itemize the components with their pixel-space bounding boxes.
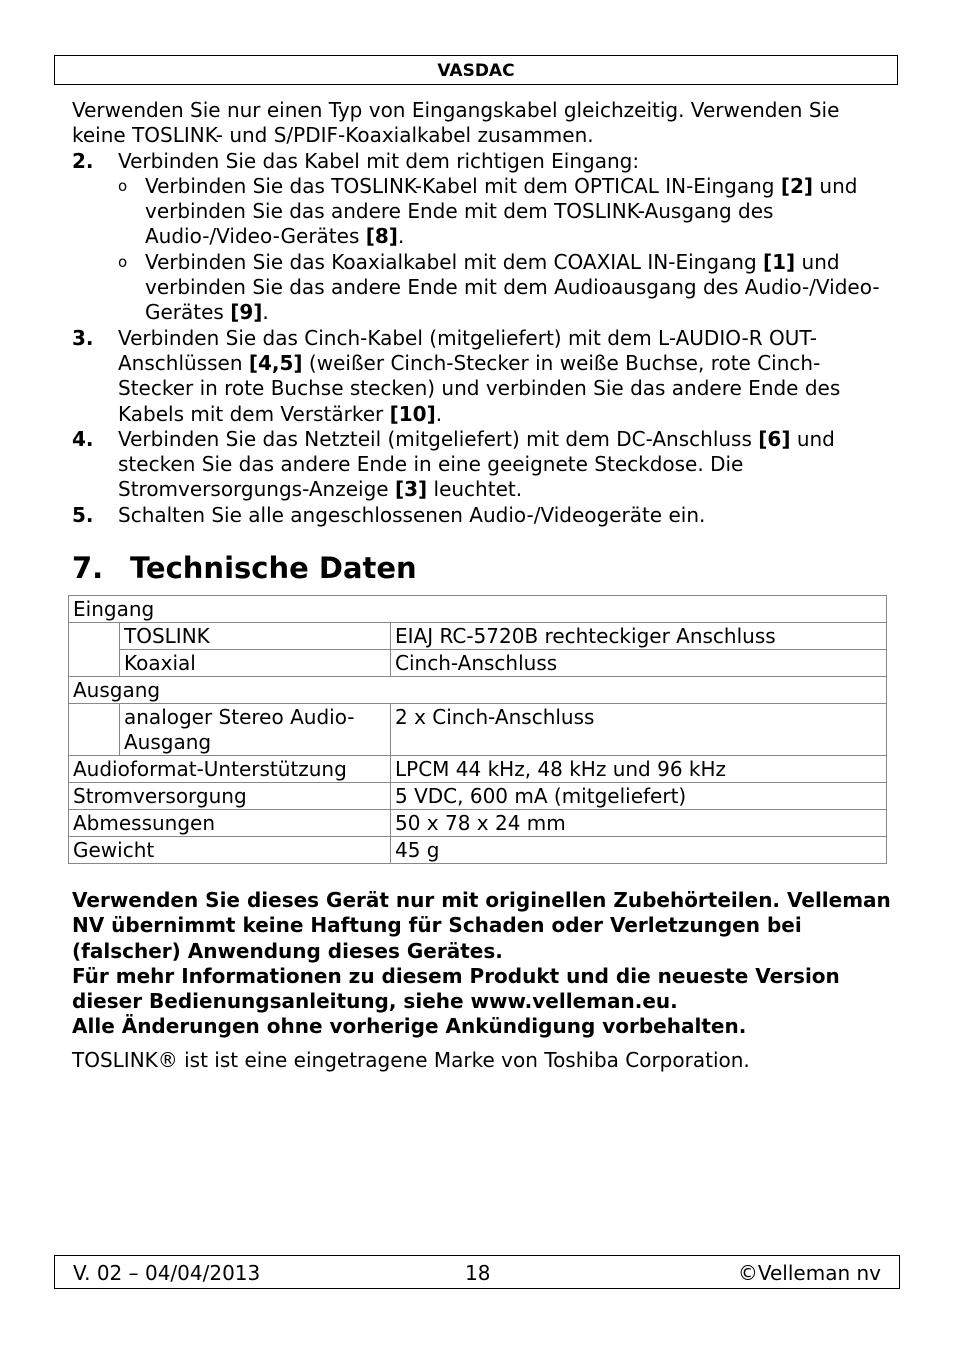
- spec-label: TOSLINK: [120, 623, 391, 650]
- spec-value: 2 x Cinch-Anschluss: [391, 704, 887, 756]
- spec-value: 5 VDC, 600 mA (mitgeliefert): [391, 783, 887, 810]
- step-text: Verbinden Sie das Netzteil (mitgeliefert) mit dem DC-Anschluss: [118, 426, 759, 451]
- table-row: [69, 810, 887, 837]
- table-row: [69, 677, 887, 704]
- step-text: und stecken Sie das andere Ende in eine geeignete Steckdose. Die Stromversorgungs-Anzeige: [118, 426, 835, 502]
- ref-number: [9]: [230, 300, 263, 325]
- step-text: Verbinden Sie das Cinch-Kabel (mitgeliefert) mit dem L-AUDIO-R OUT-Anschlüssen: [118, 325, 817, 375]
- trademark-note: TOSLINK® ist ist eine eingetragene Marke von Toshiba Corporation.: [72, 1048, 750, 1072]
- step-number: 4.: [72, 426, 94, 451]
- table-row: [69, 783, 887, 810]
- step-text: .: [435, 401, 443, 426]
- table-row: [69, 837, 887, 864]
- footer-version: V. 02 – 04/04/2013: [73, 1261, 261, 1285]
- step-number: 5.: [72, 502, 94, 527]
- step-text: Schalten Sie alle angeschlossenen Audio-/Videogeräte ein.: [118, 502, 706, 527]
- step-text: Verbinden Sie das Kabel mit dem richtigen Eingang:: [118, 148, 640, 173]
- step-2-sub-1: [72, 174, 890, 250]
- instructions: [72, 98, 890, 528]
- step-number: 3.: [72, 325, 94, 350]
- table-row: [69, 756, 887, 783]
- step-3: [72, 326, 890, 427]
- spec-label: Abmessungen: [69, 810, 391, 837]
- bullet-icon: o: [118, 176, 128, 195]
- intro-text: Verwenden Sie nur einen Typ von Eingangskabel gleichzeitig. Verwenden Sie keine TOSLINK- und S/PDIF-Koaxialkabel zusammen.: [72, 98, 840, 148]
- ref-number: [10]: [389, 401, 436, 426]
- sub-text: .: [397, 224, 405, 249]
- section-heading: [72, 548, 417, 588]
- notice-text: Für mehr Informationen zu diesem Produkt und die neueste Version dieser Bedienungsanleitung, siehe www.velleman.eu.: [72, 963, 840, 1014]
- spec-label: Audioformat-Unterstützung: [69, 756, 391, 783]
- spec-value: 45 g: [391, 837, 887, 864]
- ref-number: [2]: [780, 173, 814, 198]
- notice-block: [72, 888, 902, 1040]
- sub-text: und verbinden Sie das andere Ende mit dem TOSLINK-Ausgang des Audio-/Video-Gerätes: [145, 173, 858, 249]
- spec-label: analoger Stereo Audio-Ausgang: [120, 704, 391, 756]
- ref-number: [8]: [365, 224, 398, 249]
- page-number: 18: [465, 1261, 491, 1285]
- table-row: [69, 650, 887, 677]
- ref-number: [3]: [394, 477, 428, 502]
- table-row: [69, 623, 887, 650]
- step-text: leuchtet.: [427, 477, 523, 502]
- section-number: 7.: [72, 551, 104, 585]
- ref-number: [6]: [758, 426, 791, 451]
- spec-label: Koaxial: [120, 650, 391, 677]
- spec-value: LPCM 44 kHz, 48 kHz und 96 kHz: [391, 756, 887, 783]
- sub-text: Verbinden Sie das TOSLINK-Kabel mit dem OPTICAL IN-Eingang: [145, 173, 781, 198]
- step-5: [72, 503, 890, 528]
- notice-text: Verwenden Sie dieses Gerät nur mit originellen Zubehörteilen. Velleman NV übernimmt keine Haftung für Schaden oder Verletzungen bei (falscher) Anwendung dieses Gerätes.: [72, 888, 891, 963]
- spec-value: Cinch-Anschluss: [391, 650, 887, 677]
- indent-cell: [69, 704, 120, 756]
- spec-value: EIAJ RC-5720B rechteckiger Anschluss: [391, 623, 887, 650]
- ref-number: [4,5]: [248, 350, 303, 375]
- step-2-sub-2: [72, 250, 890, 326]
- spec-value: 50 x 78 x 24 mm: [391, 810, 887, 837]
- sub-text: Verbinden Sie das Koaxialkabel mit dem COAXIAL IN-Eingang: [145, 249, 763, 274]
- spec-label: Gewicht: [69, 837, 391, 864]
- section-title: Technische Daten: [130, 551, 417, 585]
- table-row: [69, 704, 887, 756]
- step-4: [72, 427, 890, 503]
- table-row: [69, 596, 887, 623]
- bullet-icon: o: [118, 252, 128, 271]
- spec-label: Stromversorgung: [69, 783, 391, 810]
- footer-copyright: ©Velleman nv: [737, 1261, 881, 1285]
- ref-number: [1]: [763, 249, 796, 274]
- spec-table: [68, 595, 887, 864]
- step-text: (weißer Cinch-Stecker in weiße Buchse, rote Cinch-Stecker in rote Buchse stecken) und verbinden Sie das andere Ende des Kabels mit dem Verstärker: [118, 350, 841, 426]
- group-label: Eingang: [69, 596, 887, 623]
- page-footer: [54, 1255, 900, 1289]
- page-header: [54, 55, 898, 85]
- step-2: [72, 149, 890, 174]
- group-label: Ausgang: [69, 677, 887, 704]
- step-number: 2.: [72, 148, 94, 173]
- header-title: VASDAC: [437, 61, 515, 81]
- indent-cell: [69, 623, 120, 677]
- notice-text: Alle Änderungen ohne vorherige Ankündigung vorbehalten.: [72, 1014, 747, 1039]
- sub-text: .: [262, 300, 269, 325]
- sub-text: und verbinden Sie das andere Ende mit dem Audioausgang des Audio-/Video-Gerätes: [145, 249, 880, 325]
